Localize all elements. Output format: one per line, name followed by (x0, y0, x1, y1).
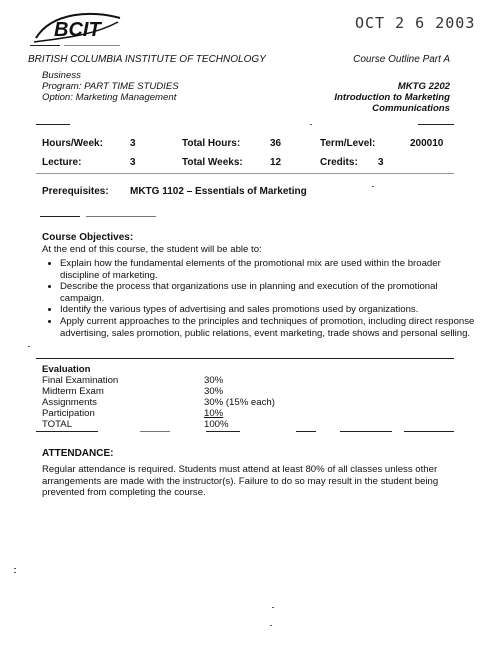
speck (310, 124, 312, 125)
prerequisites-label: Prerequisites: (42, 186, 109, 197)
course-code: MKTG 2202 (397, 81, 450, 92)
rule-eval-e (340, 431, 392, 432)
eval-label-participation: Participation (42, 408, 95, 419)
eval-value-midterm: 30% (204, 386, 224, 397)
school-name: Business (42, 70, 81, 81)
course-title-line-2: Communications (372, 103, 450, 114)
rule-eval-a (36, 431, 98, 432)
speck (14, 572, 16, 573)
attendance-text: Regular attendance is required. Students must attend at least 80% of all classes unless other arrangements are made with the instructor(s). Failure to do so may result in the student being prevented from completing the course. (42, 464, 439, 499)
institute-name: BRITISH COLUMBIA INSTITUTE OF TECHNOLOGY (28, 54, 266, 65)
objectives-intro: At the end of this course, the student will be able to: (42, 244, 262, 255)
rule-short-left (36, 124, 70, 125)
logo-underline-dots (64, 45, 120, 46)
rule-eval-c (206, 431, 240, 432)
eval-value-assignments: 30% (15% each) (204, 397, 275, 408)
total-weeks-label: Total Weeks: (182, 157, 243, 168)
objective-item: • Identify the various types of advertising and sales promotions used by organizations. (60, 304, 480, 316)
rule-objectives-right (86, 216, 156, 217)
eval-value-participation: 10% (204, 408, 224, 419)
logo-underline (30, 45, 60, 46)
speck (28, 346, 30, 347)
speck (372, 186, 374, 187)
total-weeks-value: 12 (270, 157, 282, 168)
eval-label-midterm: Midterm Exam (42, 386, 104, 397)
total-hours-label: Total Hours: (182, 138, 241, 149)
total-hours-value: 36 (270, 138, 282, 149)
bcit-logo (32, 8, 124, 48)
objectives-heading: Course Objectives: (42, 232, 134, 243)
option-name: Option: Marketing Management (42, 92, 177, 103)
eval-label-total: TOTAL (42, 419, 73, 430)
speck (270, 625, 272, 626)
objectives-list (40, 258, 480, 339)
prerequisites-value: MKTG 1102 – Essentials of Marketing (130, 186, 307, 197)
logo-text: BCIT (54, 19, 101, 41)
hours-week-label: Hours/Week: (42, 138, 103, 149)
info-rule (36, 173, 454, 174)
eval-value-total: 100% (204, 419, 229, 430)
objective-item: • Explain how the fundamental elements of the promotional mix are used within the broader discipline of marketing. (60, 258, 480, 281)
eval-label-final: Final Examination (42, 375, 119, 386)
credits-value: 3 (378, 157, 384, 168)
hours-week-value: 3 (130, 138, 136, 149)
evaluation-heading: Evaluation (42, 364, 91, 375)
rule-eval-d (296, 431, 316, 432)
program-name: Program: PART TIME STUDIES (42, 81, 179, 92)
term-level-value: 200010 (410, 138, 444, 149)
term-level-label: Term/Level: (320, 138, 376, 149)
lecture-label: Lecture: (42, 157, 82, 168)
lecture-value: 3 (130, 157, 136, 168)
speck (272, 607, 274, 608)
eval-label-assignments: Assignments (42, 397, 97, 408)
rule-short-right (418, 124, 454, 125)
rule-eval-b (140, 431, 170, 432)
rule-eval-f (404, 431, 454, 432)
eval-value-final: 30% (204, 375, 224, 386)
objective-item: • Apply current approaches to the principles and techniques of promotion, including direct response advertising, sales promotion, public relations, event marketing, trade shows and personal selling. (60, 316, 480, 339)
outline-type: Course Outline Part A (353, 54, 450, 65)
date-received-stamp: OCT 2 6 2003 (355, 14, 476, 32)
speck (14, 568, 16, 569)
credits-label: Credits: (320, 157, 358, 168)
objective-item: • Describe the process that organizations use in planning and execution of the promotional campaign. (60, 281, 480, 304)
course-title-line-1: Introduction to Marketing (334, 92, 450, 103)
rule-objectives-left (40, 216, 80, 217)
attendance-heading: ATTENDANCE: (42, 448, 114, 459)
evaluation-rule (36, 358, 454, 359)
